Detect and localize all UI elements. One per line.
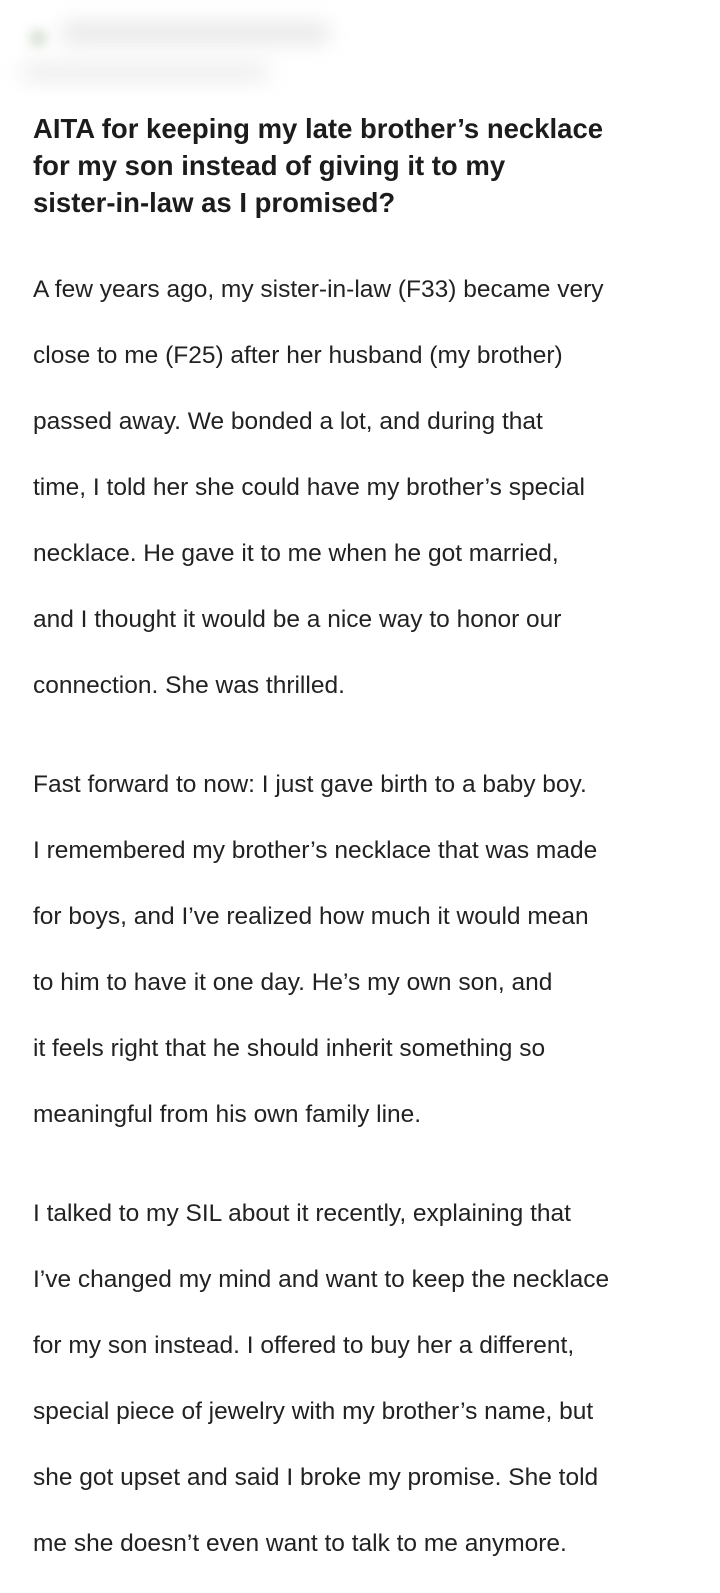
- body-line: I remembered my brother’s necklace that was made: [33, 837, 598, 864]
- body-paragraph: [33, 240, 705, 702]
- body-line: time, I told her she could have my brother’s special: [33, 474, 585, 501]
- blurred-username: [60, 22, 330, 44]
- post-title: [33, 110, 673, 221]
- post-content: [33, 110, 705, 1593]
- body-line: me she doesn’t even want to talk to me anymore.: [33, 1530, 567, 1557]
- body-line: I talked to my SIL about it recently, explaining that: [33, 1200, 571, 1227]
- body-line: close to me (F25) after her husband (my brother): [33, 342, 563, 369]
- blurred-header: [0, 0, 720, 95]
- body-line: to him to have it one day. He’s my own son, and: [33, 969, 553, 996]
- body-line: and I thought it would be a nice way to honor our: [33, 606, 562, 633]
- body-line: for boys, and I’ve realized how much it would mean: [33, 903, 589, 930]
- post-title-line: AITA for keeping my late brother’s necklace: [33, 113, 604, 144]
- body-line: Fast forward to now: I just gave birth to a baby boy.: [33, 771, 587, 798]
- body-line: it feels right that he should inherit something so: [33, 1035, 546, 1062]
- body-line: necklace. He gave it to me when he got married,: [33, 540, 559, 567]
- body-paragraph: [33, 735, 705, 1131]
- post-title-line: sister-in-law as I promised?: [33, 187, 396, 218]
- body-line: connection. She was thrilled.: [33, 672, 345, 699]
- blurred-meta: [20, 62, 270, 82]
- body-line: special piece of jewelry with my brother’s name, but: [33, 1398, 594, 1425]
- post-body: [33, 240, 705, 1560]
- avatar: [30, 30, 46, 46]
- post-title-line: for my son instead of giving it to my: [33, 150, 506, 181]
- body-paragraph: [33, 1164, 705, 1560]
- body-line: A few years ago, my sister-in-law (F33) became very: [33, 276, 604, 303]
- body-line: for my son instead. I offered to buy her a different,: [33, 1332, 575, 1359]
- body-line: meaningful from his own family line.: [33, 1101, 422, 1128]
- body-line: passed away. We bonded a lot, and during that: [33, 408, 543, 435]
- body-line: I’ve changed my mind and want to keep the necklace: [33, 1266, 610, 1293]
- body-line: she got upset and said I broke my promise. She told: [33, 1464, 599, 1491]
